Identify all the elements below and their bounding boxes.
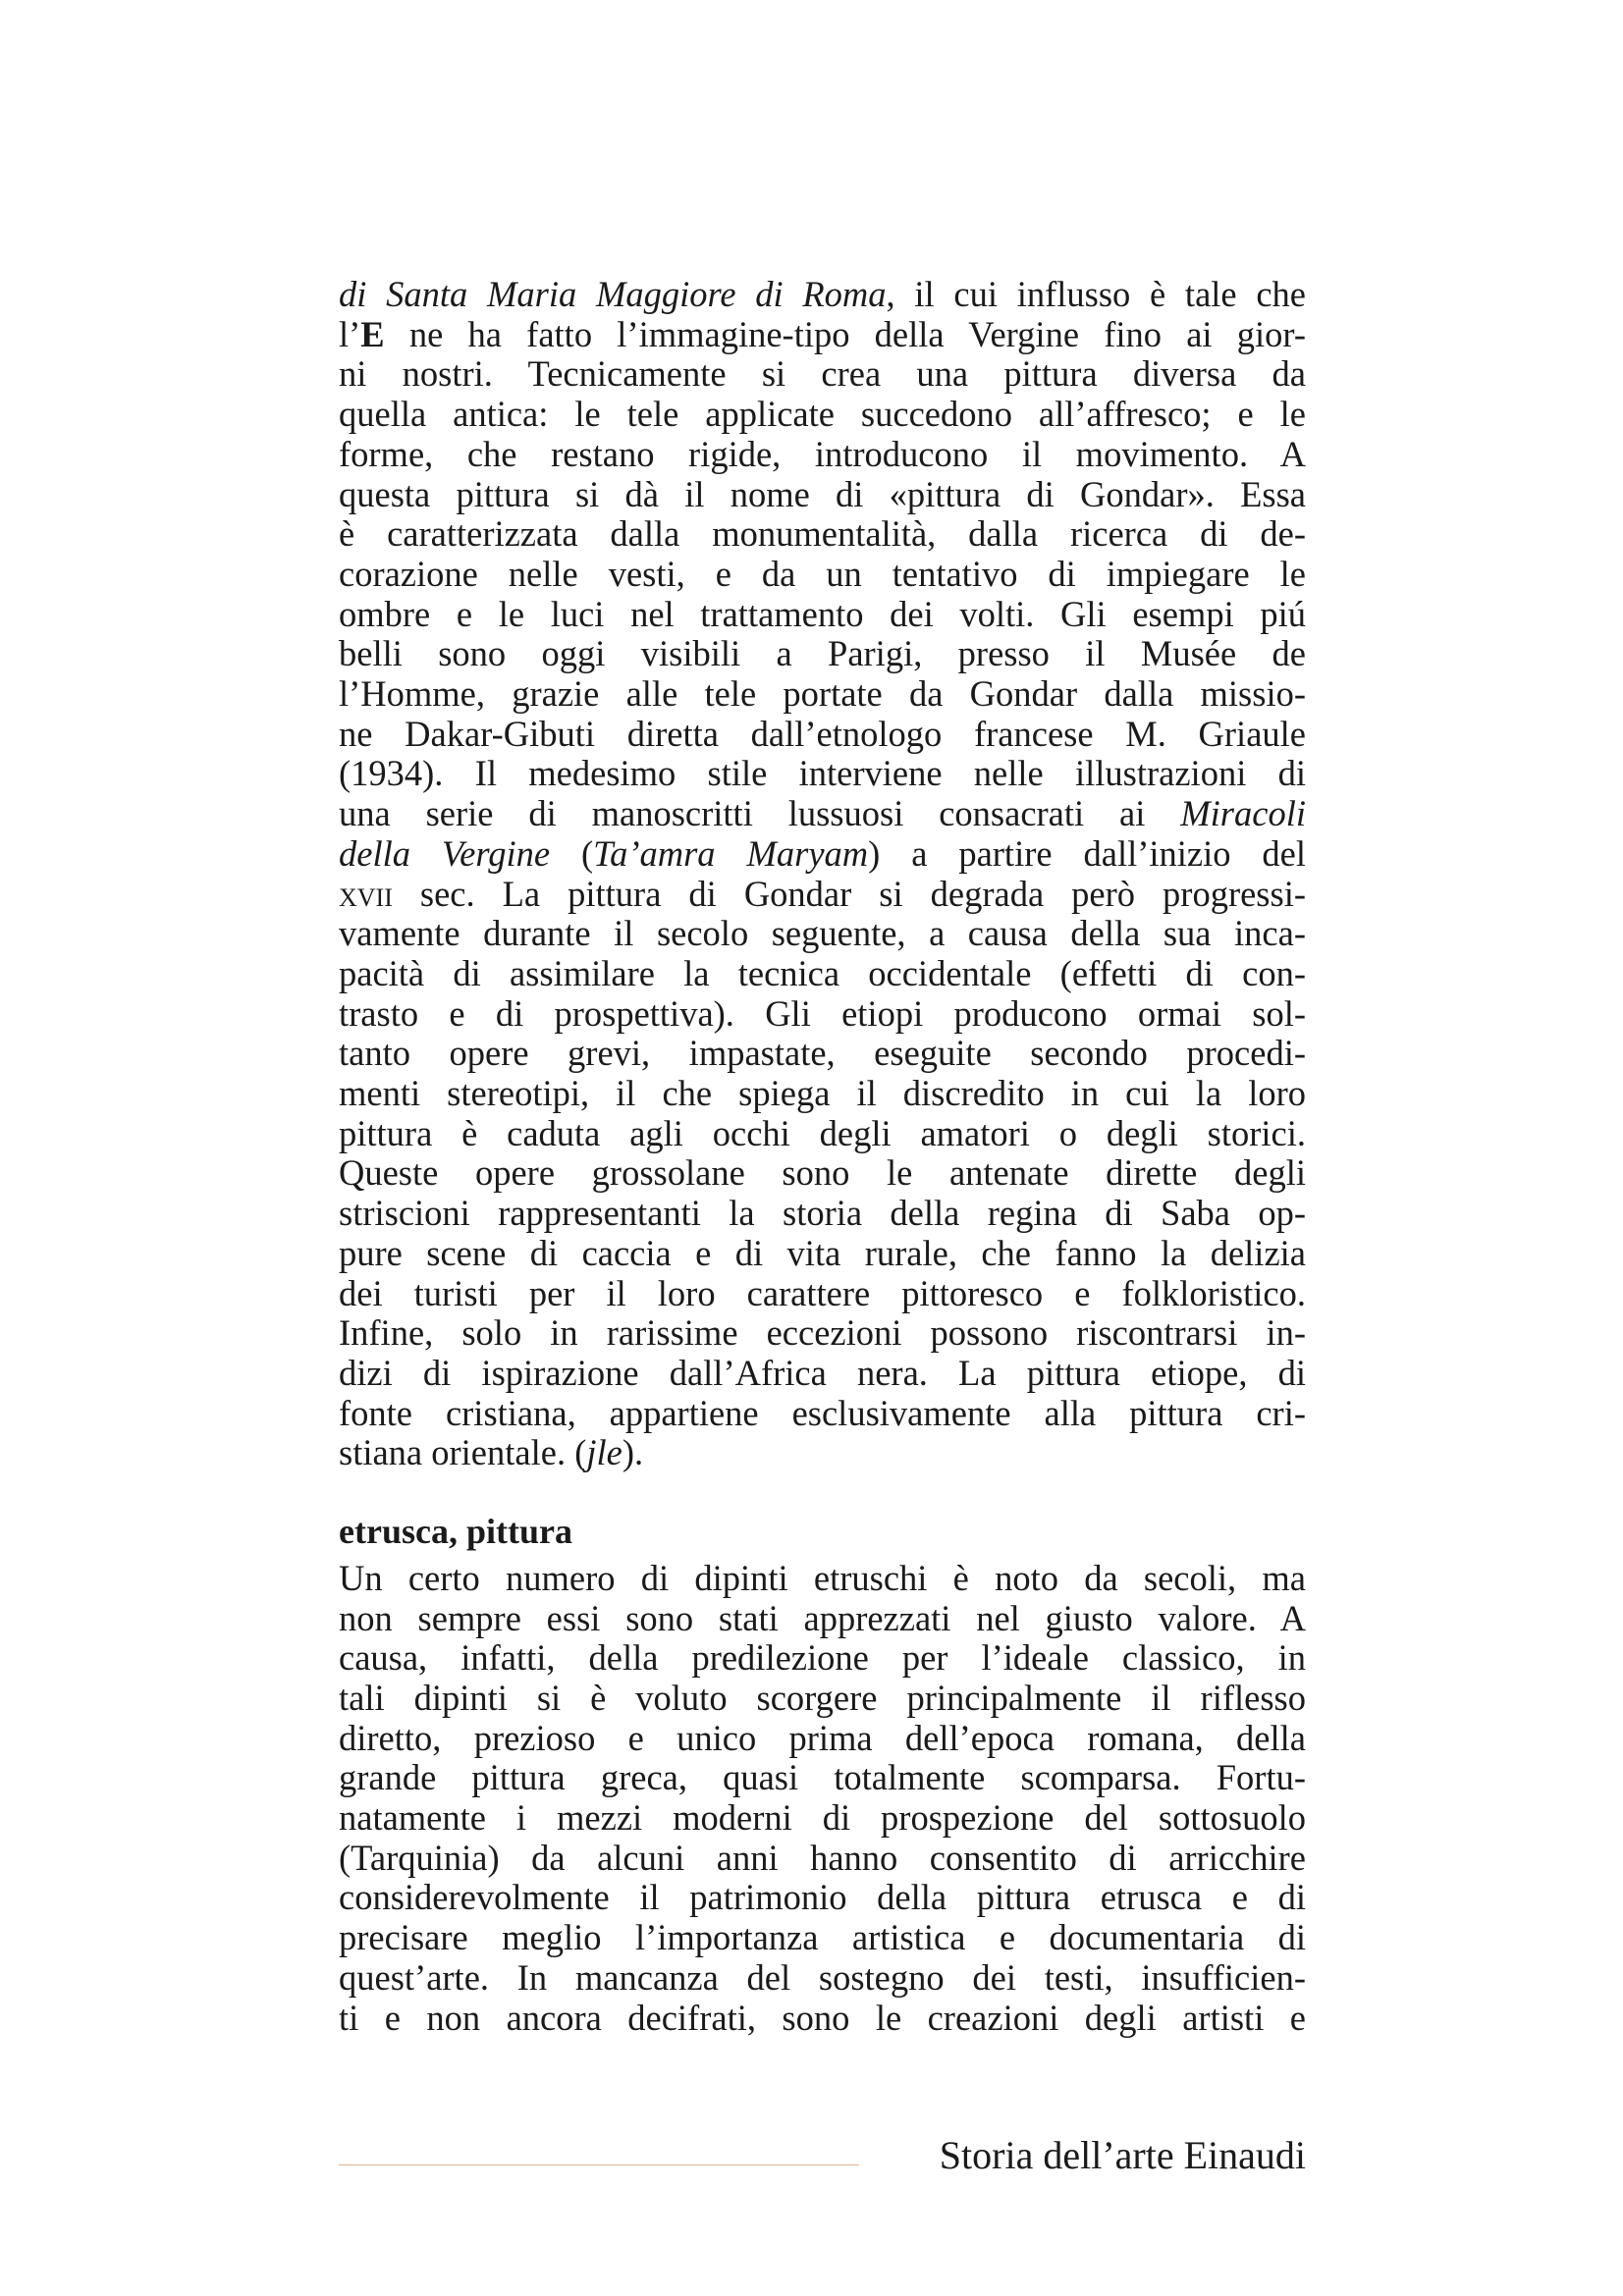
body-line: tanto opere grevi, impastate, eseguite secondo procedi- (339, 1033, 1306, 1074)
body-line: l’E ne ha fatto l’immagine-tipo della Vergine fino ai gior- (339, 313, 1306, 354)
entry-line: causa, infatti, della predilezione per l’ideale classico, in (339, 1637, 1306, 1679)
body-line: menti stereotipi, il che spiega il discredito in cui la loro (339, 1073, 1306, 1114)
footer-title: Storia dell’arte Einaudi (939, 2133, 1306, 2177)
body-line: questa pittura si dà il nome di «pittura di Gondar». Essa (339, 473, 1306, 514)
body-line: xvii sec. La pittura di Gondar si degrada però progressi- (339, 873, 1306, 914)
body-line: pacità di assimilare la tecnica occidentale (effetti di con- (339, 952, 1306, 993)
body-line: ni nostri. Tecnicamente si crea una pittura diversa da (339, 353, 1306, 395)
body-line: ombre e le luci nel trattamento dei volti. Gli esempi piú (339, 593, 1306, 634)
body-line: dizi di ispirazione dall’Africa nera. La pittura etiope, di (339, 1352, 1306, 1393)
entry-line: Un certo numero di dipinti etruschi è noto da secoli, ma (339, 1557, 1306, 1598)
body-line: vamente durante il secolo seguente, a causa della sua inca- (339, 913, 1306, 954)
footer-rule (339, 2164, 859, 2165)
page-text (339, 275, 1306, 2038)
body-line: stiana orientale. (jle). (339, 1432, 644, 1473)
entry-line: tali dipinti si è voluto scorgere principalmente il riflesso (339, 1677, 1306, 1718)
body-line: ne Dakar-Gibuti diretta dall’etnologo francese M. Griaule (339, 713, 1306, 754)
entry-heading: etrusca, pittura (339, 1512, 572, 1552)
entry-line: ti e non ancora decifrati, sono le creazioni degli artisti e (339, 1997, 1306, 2038)
body-line: una serie di manoscritti lussuosi consacrati ai Miracoli (339, 793, 1306, 834)
body-line: corazione nelle vesti, e da un tentativo di impiegare le (339, 553, 1306, 594)
body-line: forme, che restano rigide, introducono il movimento. A (339, 433, 1306, 474)
body-line: pure scene di caccia e di vita rurale, che fanno la delizia (339, 1232, 1306, 1273)
body-line: della Vergine (Ta’amra Maryam) a partire dall’inizio del (339, 832, 1307, 874)
body-line: pittura è caduta agli occhi degli amatori o degli storici. (339, 1112, 1306, 1153)
entry-line: (Tarquinia) da alcuni anni hanno consentito di arricchire (339, 1837, 1306, 1878)
entry-line: considerevolmente il patrimonio della pittura etrusca e di (339, 1877, 1306, 1918)
body-line: fonte cristiana, appartiene esclusivamente alla pittura cri- (339, 1392, 1306, 1433)
body-line: striscioni rappresentanti la storia della regina di Saba op- (339, 1193, 1306, 1234)
entry-line: precisare meglio l’importanza artistica e documentaria di (339, 1917, 1306, 1958)
entry-line: quest’arte. In mancanza del sostegno dei testi, insufficien- (339, 1956, 1306, 1998)
entry-paragraph (339, 1559, 1306, 2038)
body-line: l’Homme, grazie alle tele portate da Gondar dalla missio- (339, 673, 1306, 715)
body-line: è caratterizzata dalla monumentalità, dalla ricerca di de- (339, 513, 1306, 555)
entry-line: non sempre essi sono stati apprezzati nel giusto valore. A (339, 1597, 1306, 1638)
entry-line: diretto, prezioso e unico prima dell’epoca romana, della (339, 1717, 1306, 1758)
body-line: Queste opere grossolane sono le antenate dirette degli (339, 1152, 1306, 1194)
body-line: quella antica: le tele applicate succedono all’affresco; e le (339, 394, 1306, 435)
body-paragraph (339, 275, 1306, 1473)
body-line: di Santa Maria Maggiore di Roma, il cui influsso è tale che (339, 274, 1306, 314)
entry-line: natamente i mezzi moderni di prospezione del sottosuolo (339, 1797, 1306, 1839)
body-line: (1934). Il medesimo stile interviene nelle illustrazioni di (339, 753, 1306, 794)
body-line: Infine, solo in rarissime eccezioni possono riscontrarsi in- (339, 1312, 1306, 1354)
entry-line: grande pittura greca, quasi totalmente scomparsa. Fortu- (339, 1757, 1306, 1798)
body-line: trasto e di prospettiva). Gli etiopi producono ormai sol- (339, 992, 1306, 1034)
body-line: dei turisti per il loro carattere pittoresco e folkloristico. (339, 1272, 1306, 1313)
body-line: belli sono oggi visibili a Parigi, presso il Musée de (339, 633, 1306, 674)
